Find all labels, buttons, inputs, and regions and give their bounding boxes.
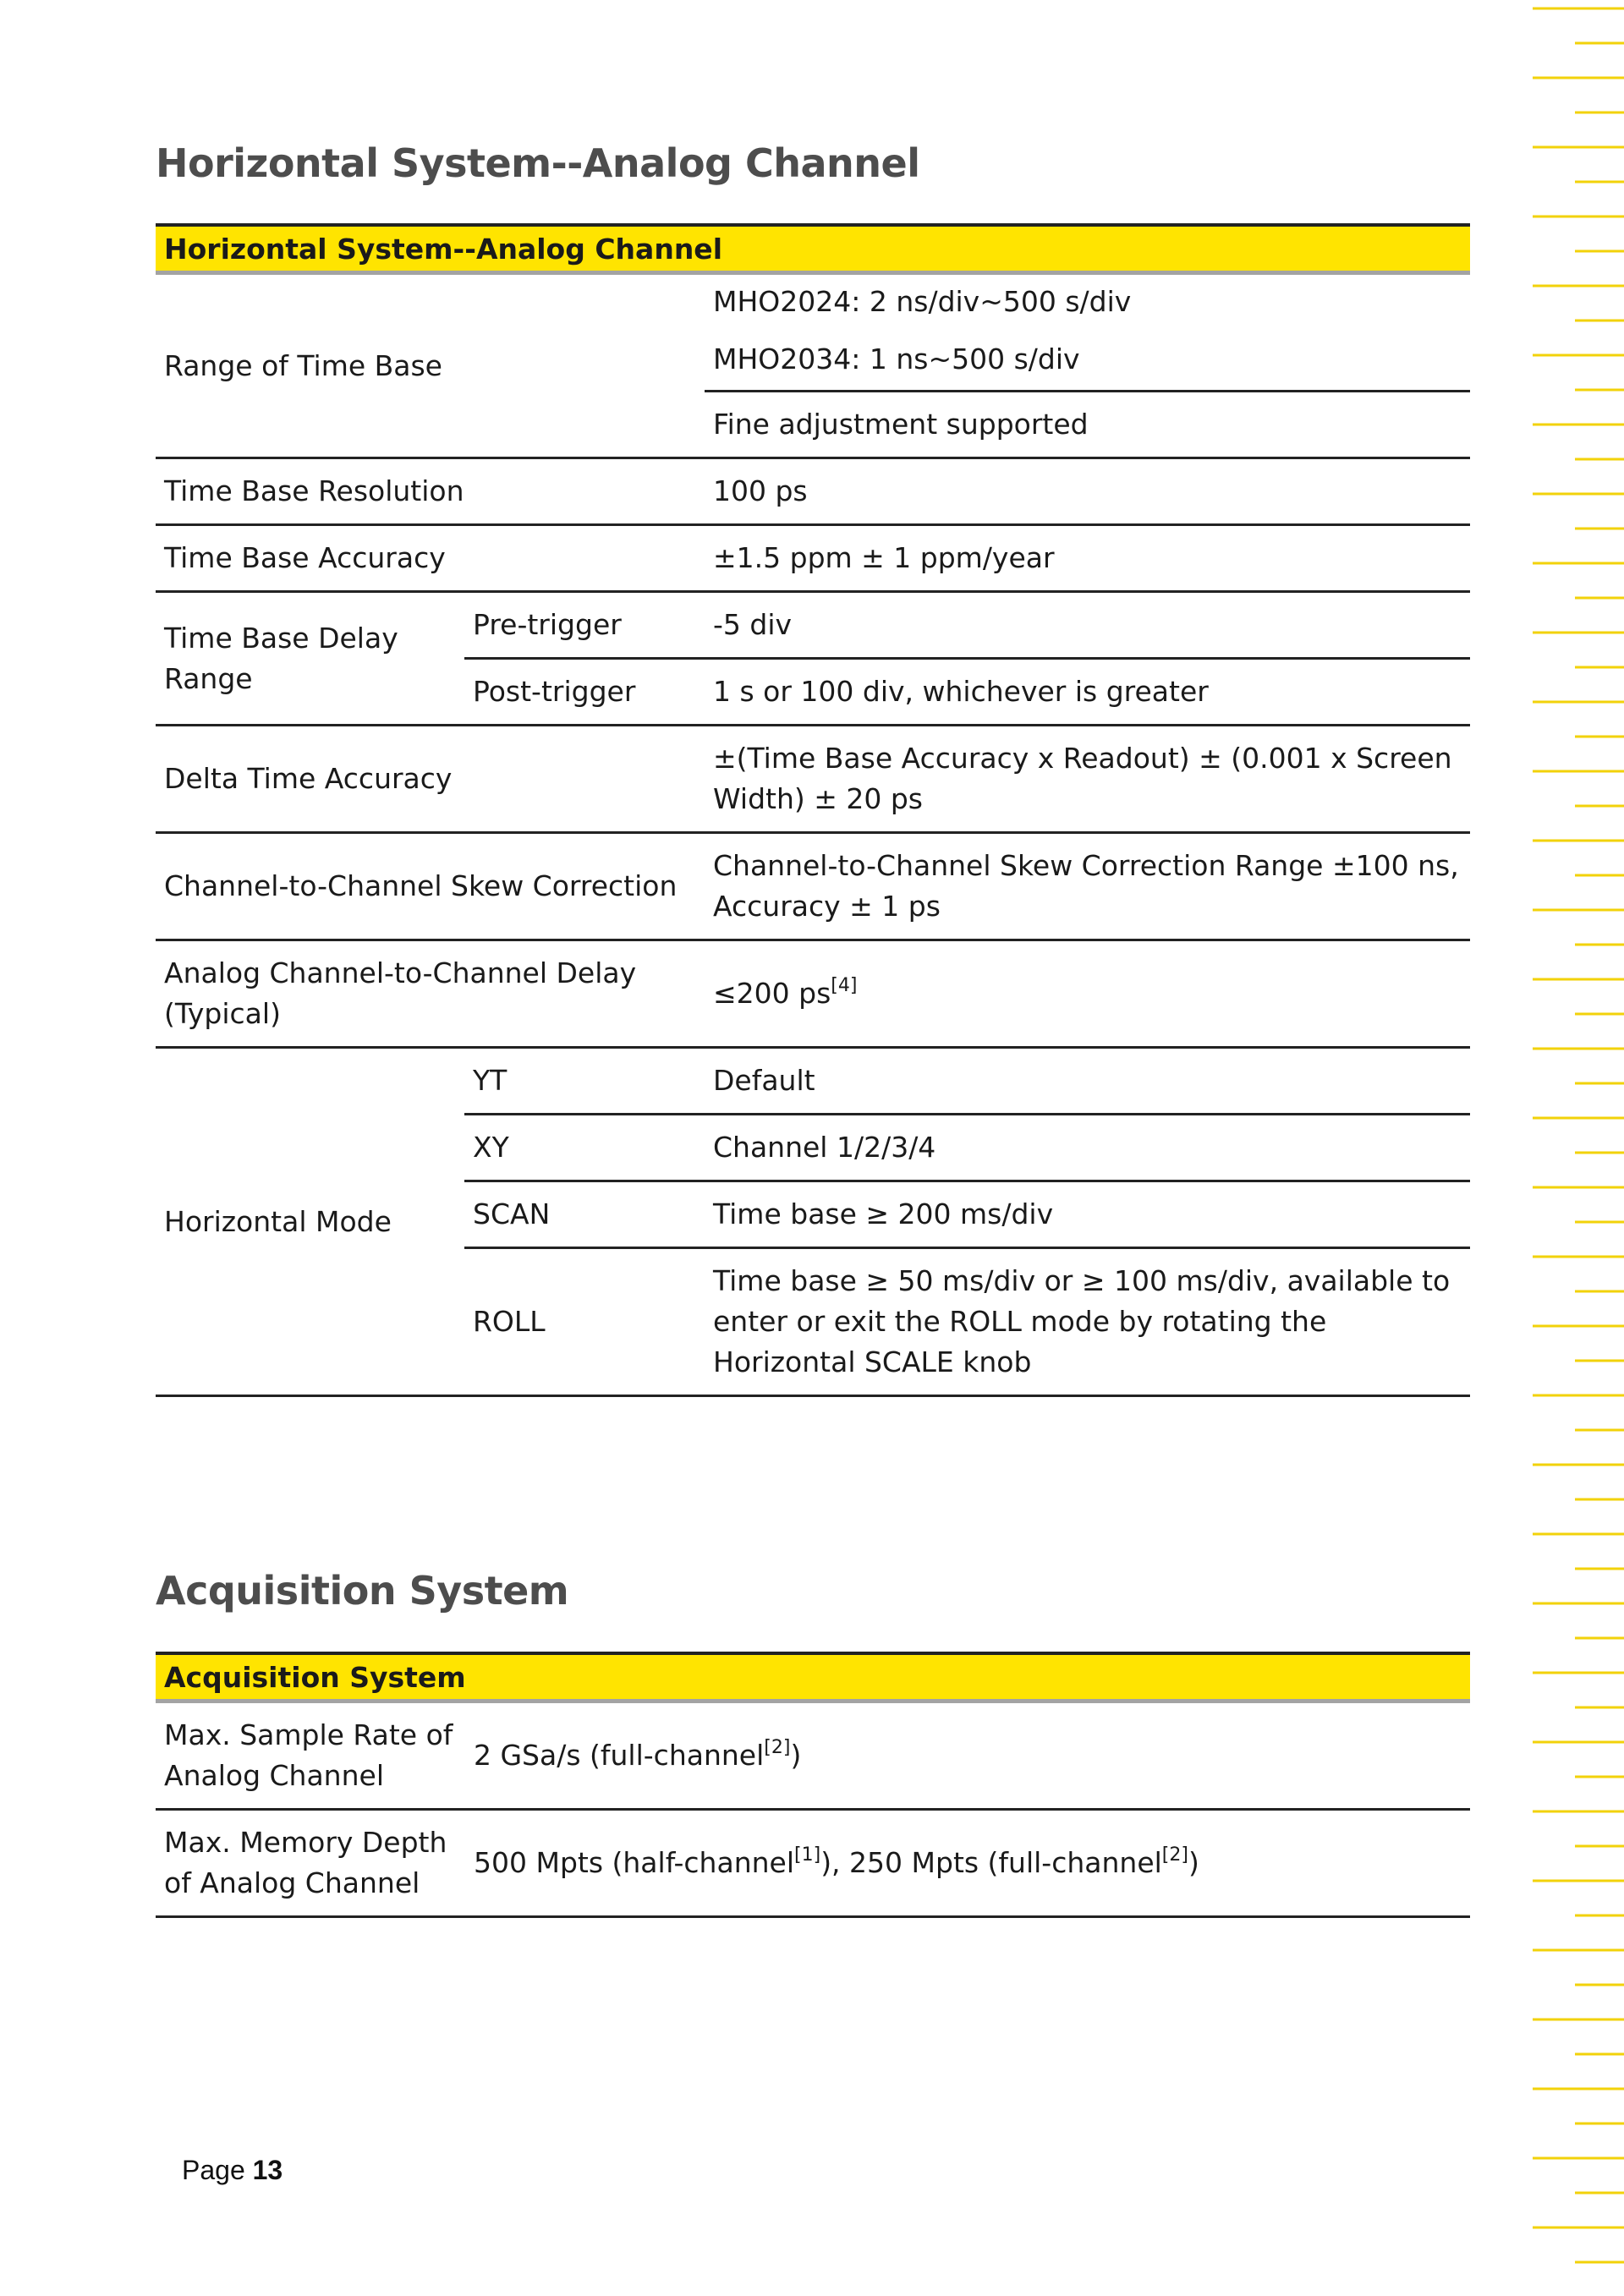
table-row: [156, 1810, 1470, 1917]
memory-depth-text-b: ), 250 Mpts (full-channel: [820, 1846, 1162, 1879]
range-value-mho2034: MHO2034: 1 ns~500 s/div: [713, 342, 1080, 375]
pre-trigger-label: Pre-trigger: [464, 592, 705, 659]
mode-name-roll: ROLL: [464, 1248, 705, 1396]
row-label-max-memory-depth: Max. Memory Depth of Analog Channel: [156, 1810, 465, 1917]
table-row: [156, 726, 1470, 833]
sample-rate-text: 2 GSa/s (full-channel: [474, 1739, 765, 1772]
table-row: [156, 525, 1470, 592]
max-memory-depth-value: [465, 1810, 1470, 1917]
footnote-ref: [1]: [794, 1844, 821, 1866]
sample-rate-tail: ): [790, 1739, 802, 1772]
channel-delay-value: [705, 940, 1470, 1048]
pre-trigger-value: -5 div: [705, 592, 1470, 659]
mode-value-roll: Time base ≥ 50 ms/div or ≥ 100 ms/div, available to enter or exit the ROLL mode by rotating the Horizontal SCALE knob: [705, 1248, 1470, 1396]
row-label-time-base-resolution: Time Base Resolution: [156, 458, 705, 525]
mode-name-yt: YT: [464, 1048, 705, 1115]
mode-name-scan: SCAN: [464, 1181, 705, 1248]
page-number: 13: [252, 2155, 283, 2185]
table-row: [156, 833, 1470, 940]
range-fine-adjustment-note: Fine adjustment supported: [705, 392, 1470, 458]
range-of-time-base-values: [705, 273, 1470, 392]
channel-delay-text: ≤200 ps: [713, 977, 831, 1010]
post-trigger-value: 1 s or 100 div, whichever is greater: [705, 659, 1470, 726]
row-label-horizontal-mode: Horizontal Mode: [156, 1048, 464, 1396]
max-sample-rate-value: [465, 1701, 1470, 1810]
memory-depth-tail: ): [1188, 1846, 1199, 1879]
row-label-time-base-accuracy: Time Base Accuracy: [156, 525, 705, 592]
delta-time-accuracy-value: ±(Time Base Accuracy x Readout) ± (0.001 x Screen Width) ± 20 ps: [705, 726, 1470, 833]
table-row: [156, 1048, 1470, 1115]
mode-value-yt: Default: [705, 1048, 1470, 1115]
row-label-range-of-time-base: Range of Time Base: [156, 273, 705, 458]
row-label-delta-time-accuracy: Delta Time Accuracy: [156, 726, 705, 833]
table-row: [156, 458, 1470, 525]
footnote-ref: [2]: [1161, 1844, 1188, 1866]
section-heading-horizontal: Horizontal System--Analog Channel: [156, 140, 920, 186]
page-label: Page: [182, 2155, 245, 2185]
decorative-edge-lines: [1531, 0, 1624, 2296]
horizontal-system-table: [156, 223, 1470, 1397]
range-value-mho2024: MHO2024: 2 ns/div~500 s/div: [713, 285, 1132, 318]
table-row: [156, 940, 1470, 1048]
page-footer: [182, 2155, 283, 2186]
footnote-ref: [4]: [831, 975, 858, 996]
footnote-ref: [2]: [764, 1737, 791, 1758]
time-base-accuracy-value: ±1.5 ppm ± 1 ppm/year: [705, 525, 1470, 592]
mode-value-scan: Time base ≥ 200 ms/div: [705, 1181, 1470, 1248]
row-label-time-base-delay-range: Time Base Delay Range: [156, 592, 464, 726]
post-trigger-label: Post-trigger: [464, 659, 705, 726]
mode-name-xy: XY: [464, 1115, 705, 1181]
table-row: [156, 592, 1470, 659]
row-label-channel-delay: Analog Channel-to-Channel Delay (Typical): [156, 940, 705, 1048]
acquisition-system-table: [156, 1652, 1470, 1918]
memory-depth-text-a: 500 Mpts (half-channel: [474, 1846, 795, 1879]
table-row: [156, 273, 1470, 392]
time-base-resolution-value: 100 ps: [705, 458, 1470, 525]
row-label-max-sample-rate: Max. Sample Rate of Analog Channel: [156, 1701, 465, 1810]
mode-value-xy: Channel 1/2/3/4: [705, 1115, 1470, 1181]
skew-correction-value: Channel-to-Channel Skew Correction Range ±100 ns, Accuracy ± 1 ps: [705, 833, 1470, 940]
table-row: [156, 1701, 1470, 1810]
row-label-skew-correction: Channel-to-Channel Skew Correction: [156, 833, 705, 940]
table-header-acquisition: Acquisition System: [156, 1653, 1470, 1701]
table-header-horizontal: Horizontal System--Analog Channel: [156, 225, 1470, 273]
section-heading-acquisition: Acquisition System: [156, 1568, 569, 1614]
